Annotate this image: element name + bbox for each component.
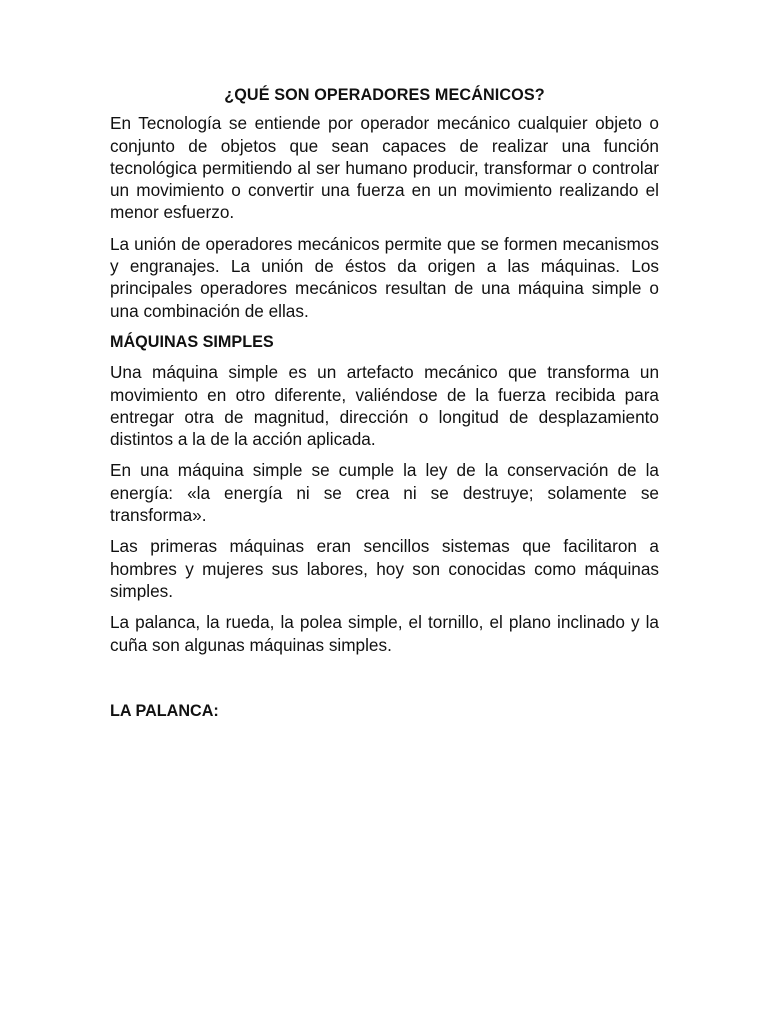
- document-title: ¿QUÉ SON OPERADORES MECÁNICOS?: [224, 86, 545, 104]
- intro-paragraph-2: La unión de operadores mecánicos permite que se formen mecanismos y engranajes. La unión de éstos da origen a las máquinas. Los principales operadores mecánicos resultan de una máquina simple o una combinación de ellas.: [110, 233, 659, 321]
- document-page: [110, 84, 659, 730]
- intro-paragraph-1: En Tecnología se entiende por operador mecánico cualquier objeto o conjunto de objetos que sean capaces de realizar una función tecnológica permitiendo al ser humano producir, transformar o controlar un movimiento o convertir una fuerza en un movimiento realizando el menor esfuerzo.: [110, 113, 659, 223]
- simple-machines-paragraph-2: En una máquina simple se cumple la ley de la conservación de la energía: «la energía ni se crea ni se destruye; solamente se transforma».: [110, 460, 659, 526]
- section-heading-lever: LA PALANCA:: [110, 701, 219, 720]
- simple-machines-paragraph-4: La palanca, la rueda, la polea simple, el tornillo, el plano inclinado y la cuña son algunas máquinas simples.: [110, 612, 659, 655]
- simple-machines-paragraph-3: Las primeras máquinas eran sencillos sistemas que facilitaron a hombres y mujeres sus labores, hoy son conocidas como máquinas simples.: [110, 536, 659, 601]
- section-heading-simple-machines: MÁQUINAS SIMPLES: [110, 332, 274, 351]
- simple-machines-paragraph-1: Una máquina simple es un artefacto mecánico que transforma un movimiento en otro diferente, valiéndose de la fuerza recibida para entregar otra de magnitud, dirección o longitud de desplazamiento distintos a la de la acción aplicada.: [110, 362, 659, 450]
